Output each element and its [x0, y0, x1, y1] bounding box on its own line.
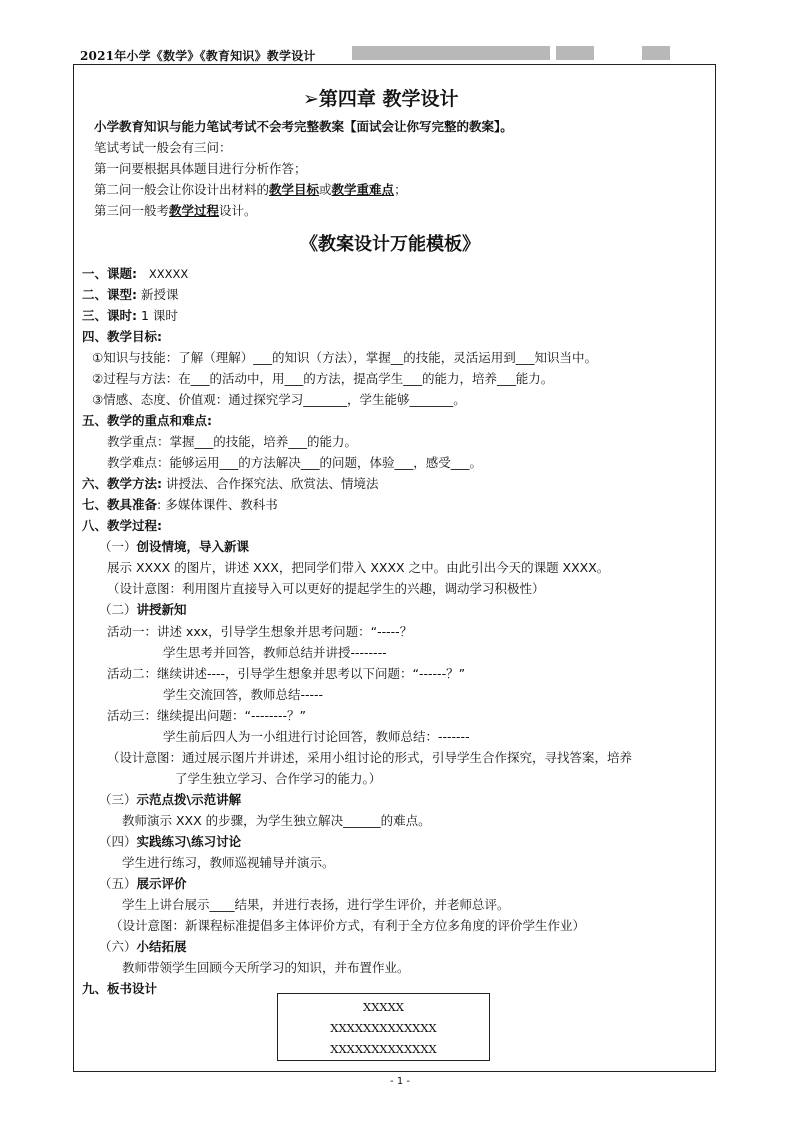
goal-item: ①知识与技能：了解（理解）___的知识（方法），掌握__的技能，灵活运用到___知识当中。 — [92, 350, 597, 365]
page-number: - 1 - — [390, 1076, 410, 1087]
activity-line: 活动二：继续讲述----，引导学生想象并思考以下问题：“------？” — [107, 666, 466, 681]
keyword-teaching-goal: 教学目标 — [269, 182, 320, 197]
intro-line: 第一问要根据具体题目进行分析作答； — [94, 161, 307, 176]
process-step-heading: （一）创设情境，导入新课 — [99, 539, 250, 554]
process-step-heading: （六）小结拓展 — [99, 939, 187, 954]
intro-line: 第三问一般考教学过程设计。 — [94, 203, 257, 218]
header-bar — [352, 46, 550, 60]
process-step-heading: （二）讲授新知 — [99, 602, 187, 617]
difficult-point: 教学难点：能够运用___的方法解决___的问题，体验___，感受___。 — [107, 455, 483, 470]
activity-line: 学生前后四人为一小组进行讨论回答，教师总结：------- — [163, 729, 470, 744]
section-periods: 三、课时: 1 课时 — [82, 308, 178, 323]
template-title: 《教案设计万能模板》 — [300, 234, 480, 255]
header-bar — [556, 46, 594, 60]
arrow-icon: ➢ — [303, 88, 319, 110]
activity-line: 学生思考并回答，教师总结并讲授-------- — [163, 645, 387, 660]
board-line: XXXXXXXXXXXXX — [330, 1042, 437, 1056]
design-intent: （设计意图：新课程标准提倡多主体评价方式，有利于全方位多角度的评价学生作业） — [110, 918, 586, 933]
intro-line: 笔试考试一般会有三问： — [94, 140, 232, 155]
keyword-teaching-process: 教学过程 — [169, 203, 220, 218]
process-text: 学生上讲台展示____结果，并进行表扬，进行学生评价，并老师总评。 — [122, 897, 510, 912]
board-line: XXXXXXXXXXXXX — [330, 1021, 437, 1035]
activity-line: 活动一：讲述 xxx，引导学生想象并思考问题：“-----？ — [107, 624, 413, 639]
process-text: 教师带领学生回顾今天所学习的知识，并布置作业。 — [122, 960, 410, 975]
header-bar — [642, 46, 670, 60]
process-step-heading: （三）示范点拨\示范讲解 — [99, 792, 242, 807]
intro-line: 第二问一般会让你设计出材料的教学目标或教学重难点； — [94, 182, 407, 197]
keyword-key-difficult: 教学重难点 — [331, 182, 395, 197]
section-topic: 一、课题: XXXXX — [82, 266, 189, 281]
section-methods: 六、教学方法: 讲授法、合作探究法、欣赏法、情境法 — [82, 476, 379, 491]
process-step-heading: （五）展示评价 — [99, 876, 187, 891]
process-text: 教师演示 XXX 的步骤，为学生独立解决______的难点。 — [122, 813, 431, 828]
board-design-box — [277, 993, 490, 1061]
chapter-title: 第四章 教学设计 — [318, 88, 459, 110]
goal-item: ③情感、态度、价值观：通过探究学习_______，学生能够_______。 — [92, 392, 466, 407]
process-text: 学生进行练习，教师巡视辅导并演示。 — [122, 855, 335, 870]
section-process: 八、教学过程: — [82, 518, 162, 533]
activity-line: 学生交流回答，教师总结----- — [163, 687, 324, 702]
document-header-title: 2021年小学《数学》《教育知识》教学设计 — [80, 49, 316, 63]
section-lesson-type: 二、课型: 新授课 — [82, 287, 179, 302]
process-text: 展示 XXXX 的图片，讲述 XXX，把同学们带入 XXXX 之中。由此引出今天的课题 XXXX。 — [107, 560, 610, 575]
board-line: XXXXX — [363, 1000, 404, 1014]
design-intent: 了学生独立学习、合作学习的能力。） — [175, 771, 382, 786]
activity-line: 活动三：继续提出问题：“--------？” — [107, 708, 307, 723]
section-key-points: 五、教学的重点和难点: — [82, 413, 212, 428]
section-board: 九、板书设计 — [82, 981, 158, 996]
section-goals: 四、教学目标: — [82, 329, 162, 344]
design-intent: （设计意图：通过展示图片并讲述，采用小组讨论的形式，引导学生合作探究，寻找答案，培养 — [107, 750, 633, 765]
section-tools: 七、教具准备: 多媒体课件、教科书 — [82, 497, 278, 512]
chapter-heading — [303, 84, 459, 111]
goal-item: ②过程与方法：在___的活动中，用___的方法，提高学生___的能力，培养___能力。 — [92, 371, 554, 386]
key-point: 教学重点：掌握___的技能，培养___的能力。 — [107, 434, 358, 449]
process-step-heading: （四）实践练习\练习讨论 — [99, 834, 242, 849]
design-intent: （设计意图：利用图片直接导入可以更好的提起学生的兴趣，调动学习积极性） — [107, 581, 545, 596]
intro-bold: 小学教育知识与能力笔试考试不会考完整教案【面试会让你写完整的教案】。 — [94, 119, 513, 134]
